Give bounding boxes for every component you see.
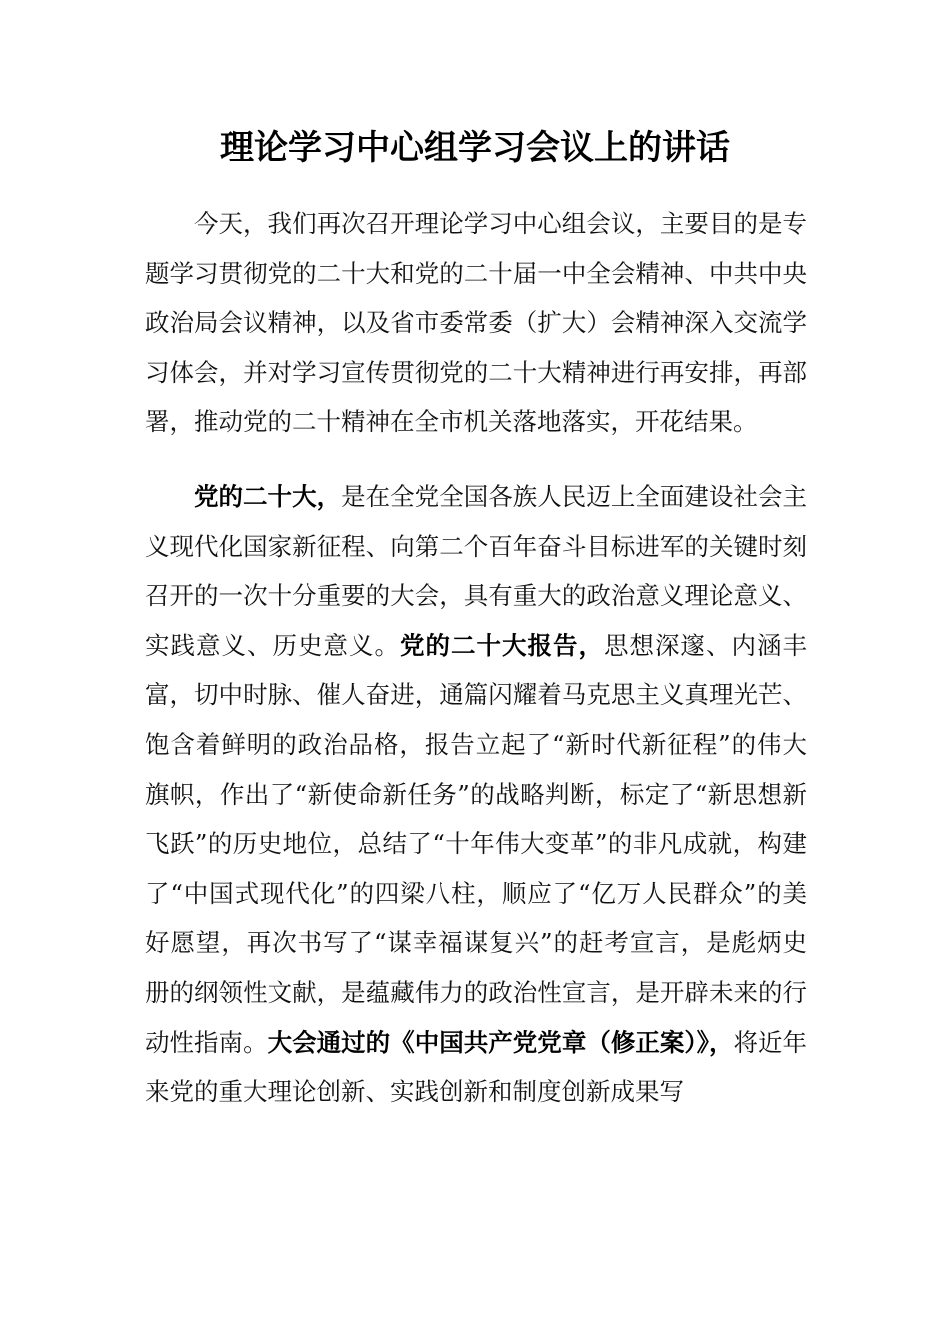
paragraph-text: 是在全党全国各族人民迈上全面建设社会主义现代化国家新征程、向第二个百年奋斗目标进军的关键时刻召开的一次十分重要的大会，具有重大的政治意义理论意义、实践意义、历史意义。 <box>145 481 807 660</box>
paragraph-text: 今天，我们再次召开理论学习中心组会议，主要目的是专题学习贯彻党的二十大和党的二十届一中全会精神、中共中央政治局会议精神，以及省市委常委（扩大）会精神深入交流学习体会，并对学习宣传贯彻党的二十大精神进行再安排，再部署，推动党的二十精神在全市机关落地落实，开花结果。 <box>145 209 807 437</box>
bold-lead-text: 党的二十大， <box>194 481 342 511</box>
paragraph-congress <box>145 472 807 1117</box>
bold-lead-text: 党的二十大报告， <box>400 630 604 660</box>
paragraph-text: 思想深邃、内涵丰富，切中时脉、催人奋进，通篇闪耀着马克思主义真理光芒、饱含着鲜明的政治品格，报告立起了“新时代新征程”的伟大旗帜，作出了“新使命新任务”的战略判断，标定了“新思想新飞跃”的历史地位，总结了“十年伟大变革”的非凡成就，构建了“中国式现代化”的四梁八柱，顺应了“亿万人民群众”的美好愿望，再次书写了“谋幸福谋复兴”的赶考宣言，是彪炳史册的纲领性文献，是蕴藏伟力的政治性宣言，是开辟未来的行动性指南。 <box>145 630 807 1057</box>
bold-lead-text: 大会通过的《中国共产党党章（修正案）》， <box>267 1027 734 1057</box>
document-title: 理论学习中心组学习会议上的讲话 <box>220 128 730 168</box>
paragraph-intro <box>145 199 807 447</box>
document-body <box>145 199 807 1117</box>
paragraph-text: 将近年来党的重大理论创新、实践创新和制度创新成果写 <box>145 1027 808 1107</box>
